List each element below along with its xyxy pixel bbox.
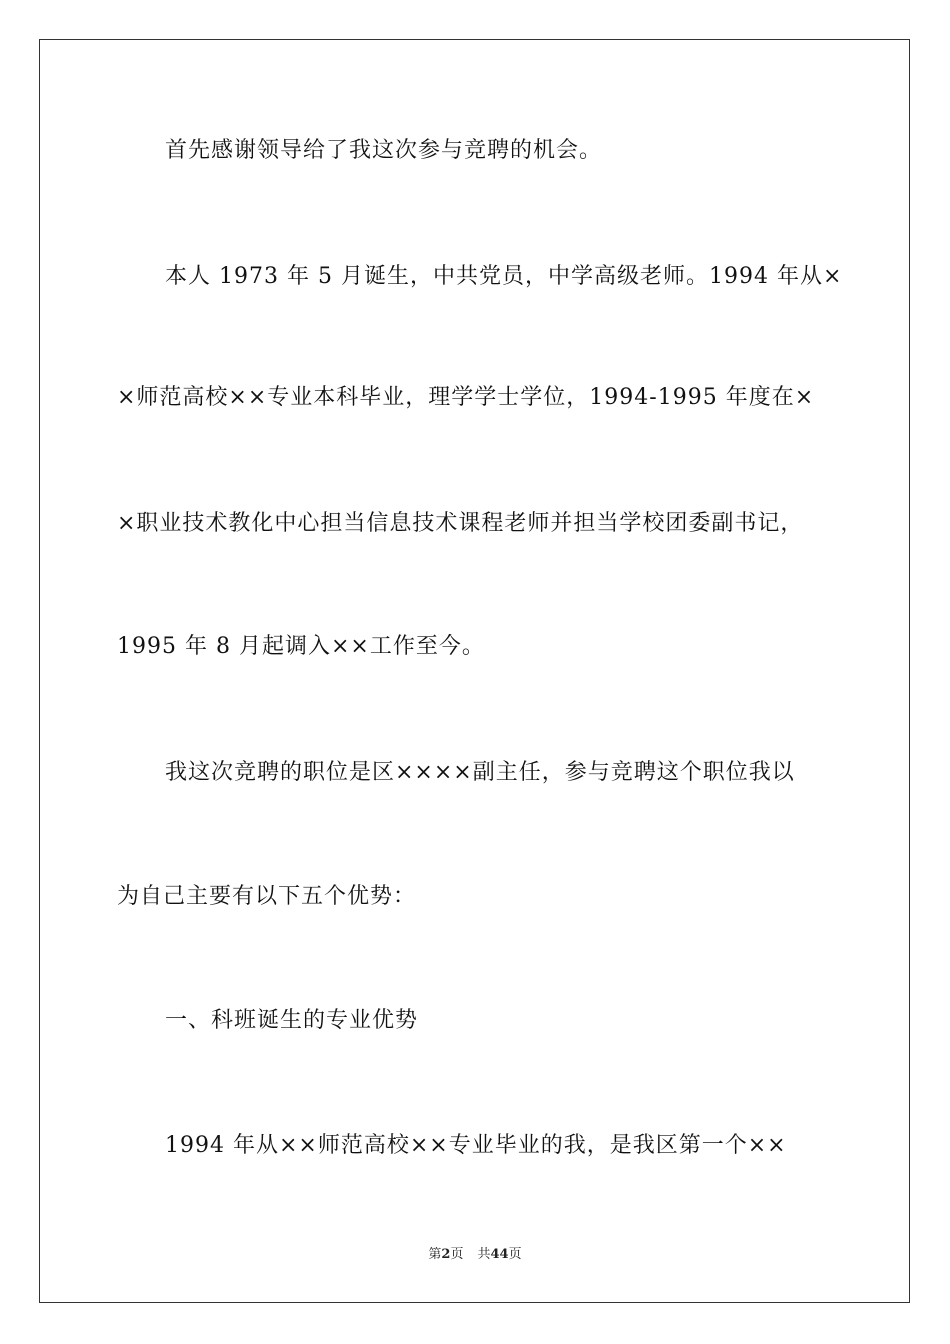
paragraph-line-6: 我这次竞聘的职位是区××××副主任，参与竞聘这个职位我以 xyxy=(165,760,795,785)
page-footer xyxy=(0,1246,950,1264)
paragraph-line-2: 本人 1973 年 5 月诞生，中共党员，中学高级老师。1994 年从× xyxy=(165,264,843,289)
total-pages: 44 xyxy=(490,1247,509,1262)
total-prefix: 共 xyxy=(477,1247,491,1262)
page-prefix: 第 xyxy=(428,1247,442,1262)
paragraph-line-7: 为自己主要有以下五个优势： xyxy=(117,884,417,909)
page-border xyxy=(39,39,910,1303)
paragraph-line-3: ×师范高校××专业本科毕业，理学学士学位，1994-1995 年度在× xyxy=(117,385,815,410)
page-number: 2 xyxy=(441,1247,451,1262)
paragraph-line-4: ×职业技术教化中心担当信息技术课程老师并担当学校团委副书记， xyxy=(117,511,804,536)
paragraph-line-9: 1994 年从××师范高校××专业毕业的我，是我区第一个×× xyxy=(165,1133,787,1158)
paragraph-line-1: 首先感谢领导给了我这次参与竞聘的机会。 xyxy=(165,138,603,163)
total-suffix: 页 xyxy=(508,1247,522,1262)
page-suffix: 页 xyxy=(450,1247,464,1262)
section-heading: 一、科班诞生的专业优势 xyxy=(165,1008,419,1033)
paragraph-line-5: 1995 年 8 月起调入××工作至今。 xyxy=(117,634,485,659)
